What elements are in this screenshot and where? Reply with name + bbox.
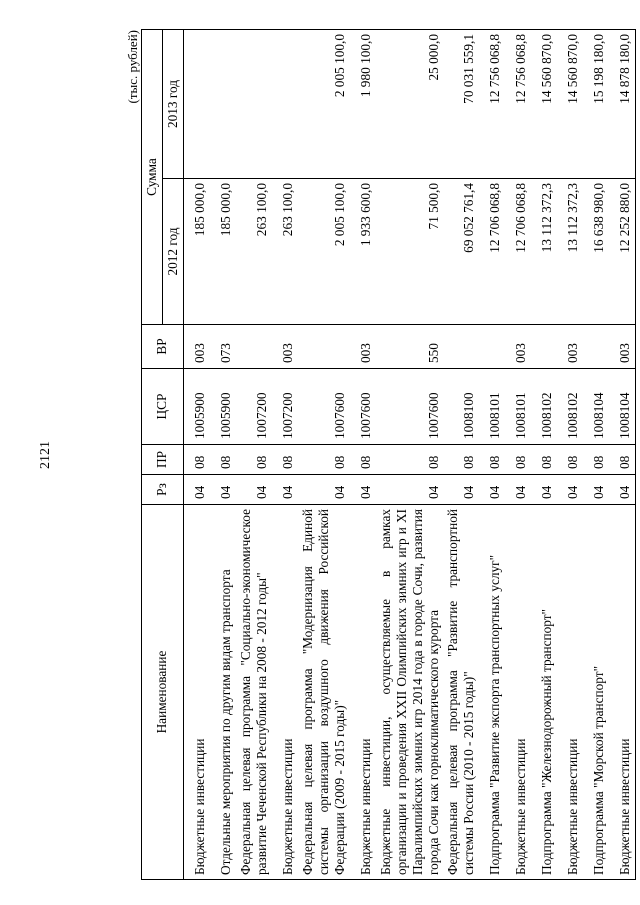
row-2013-amount-cell: 14 878 180,0 — [609, 30, 636, 179]
row-csr-cell: 1008101 — [505, 369, 531, 445]
header-2013: 2013 год — [162, 30, 183, 179]
row-2013-amount-cell — [272, 30, 298, 179]
row-name-cell: Бюджетные инвестиции — [505, 505, 531, 880]
row-2013-amount-cell — [236, 30, 272, 179]
row-csr-cell: 1008104 — [609, 369, 636, 445]
row-pr-cell: 08 — [479, 445, 505, 475]
row-2013-amount-cell: 70 031 559,1 — [443, 30, 479, 179]
row-2012-amount-cell: 16 638 980,0 — [583, 179, 609, 325]
row-csr-cell: 1007600 — [376, 369, 444, 445]
table-row — [298, 30, 350, 880]
row-vr-cell — [236, 325, 272, 369]
rotated-page-content — [125, 30, 633, 880]
row-csr-cell: 1007600 — [350, 369, 376, 445]
row-name-cell: Бюджетные инвестиции — [557, 505, 583, 880]
row-rz-cell: 04 — [583, 475, 609, 505]
row-csr-cell: 1007600 — [298, 369, 350, 445]
row-2013-amount-cell: 12 756 068,8 — [505, 30, 531, 179]
row-2013-amount-cell: 2 005 100,0 — [298, 30, 350, 179]
row-vr-cell: 003 — [350, 325, 376, 369]
row-pr-cell: 08 — [210, 445, 236, 475]
row-vr-cell: 003 — [557, 325, 583, 369]
row-pr-cell: 08 — [183, 445, 210, 475]
row-2012-amount-cell: 185 000,0 — [183, 179, 210, 325]
row-pr-cell: 08 — [557, 445, 583, 475]
row-csr-cell: 1005900 — [210, 369, 236, 445]
row-csr-cell: 1008100 — [443, 369, 479, 445]
row-vr-cell: 073 — [210, 325, 236, 369]
table-row — [531, 30, 557, 880]
table-row — [609, 30, 636, 880]
row-name-cell: Бюджетные инвестиции — [609, 505, 636, 880]
header-vr: ВР — [142, 325, 184, 369]
row-2012-amount-cell: 263 100,0 — [236, 179, 272, 325]
row-rz-cell: 04 — [272, 475, 298, 505]
row-pr-cell: 08 — [376, 445, 444, 475]
row-pr-cell: 08 — [505, 445, 531, 475]
row-rz-cell: 04 — [505, 475, 531, 505]
row-2012-amount-cell: 12 706 068,8 — [505, 179, 531, 325]
row-2013-amount-cell: 14 560 870,0 — [557, 30, 583, 179]
table-row — [376, 30, 444, 880]
table-row — [479, 30, 505, 880]
header-sum: Сумма — [142, 30, 163, 325]
table-row — [210, 30, 236, 880]
row-vr-cell: 003 — [609, 325, 636, 369]
row-rz-cell: 04 — [443, 475, 479, 505]
table-row — [443, 30, 479, 880]
row-csr-cell: 1007200 — [236, 369, 272, 445]
row-2012-amount-cell: 69 052 761,4 — [443, 179, 479, 325]
row-2012-amount-cell: 185 000,0 — [210, 179, 236, 325]
page-number: 2121 — [38, 441, 53, 469]
table-row — [236, 30, 272, 880]
row-pr-cell: 08 — [443, 445, 479, 475]
row-pr-cell: 08 — [272, 445, 298, 475]
row-2013-amount-cell: 14 560 870,0 — [531, 30, 557, 179]
row-pr-cell: 08 — [236, 445, 272, 475]
row-2012-amount-cell: 1 933 600,0 — [350, 179, 376, 325]
row-vr-cell: 003 — [272, 325, 298, 369]
header-2012: 2012 год — [162, 179, 183, 325]
row-2013-amount-cell — [210, 30, 236, 179]
row-csr-cell: 1007200 — [272, 369, 298, 445]
row-name-cell: Федеральная целевая программа "Развитие транспортной системы России (2010 - 2015 годы)" — [443, 505, 479, 880]
row-vr-cell — [298, 325, 350, 369]
row-vr-cell: 550 — [376, 325, 444, 369]
table-row — [183, 30, 210, 880]
table-row — [557, 30, 583, 880]
row-pr-cell: 08 — [531, 445, 557, 475]
row-rz-cell: 04 — [531, 475, 557, 505]
table-header — [142, 30, 184, 880]
row-2013-amount-cell: 15 198 180,0 — [583, 30, 609, 179]
header-pr: ПР — [142, 445, 184, 475]
row-csr-cell: 1005900 — [183, 369, 210, 445]
row-csr-cell: 1008101 — [479, 369, 505, 445]
row-csr-cell: 1008104 — [583, 369, 609, 445]
row-vr-cell — [479, 325, 505, 369]
row-vr-cell — [583, 325, 609, 369]
row-name-cell: Подпрограмма "Железнодорожный транспорт" — [531, 505, 557, 880]
row-pr-cell: 08 — [350, 445, 376, 475]
row-rz-cell: 04 — [479, 475, 505, 505]
row-name-cell: Федеральная целевая программа "Социально-экономическое развитие Чеченской Республики на 2008 - 2012 годы" — [236, 505, 272, 880]
table-row — [350, 30, 376, 880]
row-rz-cell: 04 — [236, 475, 272, 505]
row-2012-amount-cell: 71 500,0 — [376, 179, 444, 325]
row-2012-amount-cell: 12 252 880,0 — [609, 179, 636, 325]
table-body — [183, 30, 635, 880]
row-csr-cell: 1008102 — [531, 369, 557, 445]
row-csr-cell: 1008102 — [557, 369, 583, 445]
row-name-cell: Подпрограмма "Развитие экспорта транспортных услуг" — [479, 505, 505, 880]
row-rz-cell: 04 — [350, 475, 376, 505]
row-vr-cell — [443, 325, 479, 369]
row-vr-cell: 003 — [183, 325, 210, 369]
row-name-cell: Федеральная целевая программа "Модернизация Единой системы организации воздушного движения Российской Федерации (2009 - 2015 годы)" — [298, 505, 350, 880]
row-rz-cell: 04 — [376, 475, 444, 505]
row-2012-amount-cell: 13 112 372,3 — [531, 179, 557, 325]
row-rz-cell: 04 — [298, 475, 350, 505]
row-2012-amount-cell: 2 005 100,0 — [298, 179, 350, 325]
row-name-cell: Бюджетные инвестиции — [183, 505, 210, 880]
row-rz-cell: 04 — [609, 475, 636, 505]
row-2012-amount-cell: 13 112 372,3 — [557, 179, 583, 325]
row-vr-cell: 003 — [505, 325, 531, 369]
row-name-cell: Бюджетные инвестиции — [272, 505, 298, 880]
row-name-cell: Бюджетные инвестиции — [350, 505, 376, 880]
row-2013-amount-cell — [183, 30, 210, 179]
row-vr-cell — [531, 325, 557, 369]
table-row — [505, 30, 531, 880]
row-2013-amount-cell: 25 000,0 — [376, 30, 444, 179]
row-2012-amount-cell: 263 100,0 — [272, 179, 298, 325]
row-name-cell: Подпрограмма "Морской транспорт" — [583, 505, 609, 880]
row-rz-cell: 04 — [557, 475, 583, 505]
units-label: (тыс. рублей) — [125, 30, 140, 104]
row-pr-cell: 08 — [609, 445, 636, 475]
row-name-cell: Отдельные мероприятия по другим видам транспорта — [210, 505, 236, 880]
table-row — [272, 30, 298, 880]
header-rz: Рз — [142, 475, 184, 505]
header-name: Наименование — [142, 505, 184, 880]
row-rz-cell: 04 — [210, 475, 236, 505]
table-row — [583, 30, 609, 880]
row-2013-amount-cell: 1 980 100,0 — [350, 30, 376, 179]
header-csr: ЦСР — [142, 369, 184, 445]
budget-table — [141, 29, 636, 880]
row-name-cell: Бюджетные инвестиции, осуществляемые в рамках организации и проведения XXII Олимпийских зимних игр и XI Паралимпийских зимних игр 2014 года в городе Сочи, развития города Сочи как горноклиматического курорта — [376, 505, 444, 880]
row-rz-cell: 04 — [183, 475, 210, 505]
row-2013-amount-cell: 12 756 068,8 — [479, 30, 505, 179]
row-2012-amount-cell: 12 706 068,8 — [479, 179, 505, 325]
row-pr-cell: 08 — [298, 445, 350, 475]
row-pr-cell: 08 — [583, 445, 609, 475]
